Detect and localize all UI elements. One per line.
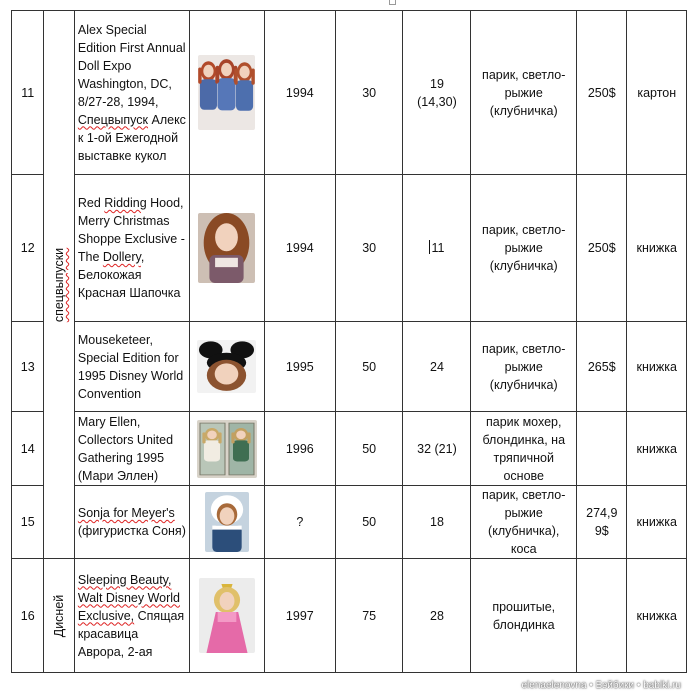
hair-line: парик, светло- (482, 341, 566, 356)
height-cm: 50 (335, 486, 403, 559)
hair-line: (клубничка) (489, 103, 558, 118)
price (577, 322, 627, 412)
doll-name-part: Hood, Merry Christmas Shoppe Exclusive - The (77, 196, 185, 264)
box-type: картон (627, 11, 687, 175)
doll-name (74, 412, 189, 486)
row-number: 16 (12, 559, 44, 673)
doll-name-part: , Белокожая Красная Шапочка (77, 250, 181, 300)
height-cm: 50 (335, 412, 403, 486)
height-cm: 75 (335, 559, 403, 673)
page-corner-marker (389, 0, 396, 5)
hair-line: (клубничка), (488, 524, 560, 538)
hair-line: рыжие (504, 359, 543, 374)
doll-name (74, 486, 189, 559)
price (577, 559, 627, 673)
year: 1995 (264, 322, 335, 412)
hair-line: парик, светло- (482, 223, 566, 237)
price (577, 486, 627, 559)
two-dolls-boxes-photo (197, 420, 257, 478)
year: 1994 (264, 175, 335, 322)
hair-line: блондинка, на (482, 432, 566, 447)
count (403, 486, 471, 559)
hair-line: парик, светло- (482, 67, 566, 82)
count (403, 559, 471, 673)
table-row (12, 322, 687, 412)
doll-name (74, 175, 189, 322)
row-number: 15 (12, 486, 44, 559)
doll-name-part: Sleeping Beauty, Walt Disney World Exclusive, (77, 572, 180, 623)
table-row (12, 11, 687, 175)
hair-description (471, 559, 577, 673)
hair-line: блондинка (492, 617, 555, 632)
row-number: 14 (12, 412, 44, 486)
hair-line: прошитые, (492, 599, 556, 614)
year: ? (264, 486, 335, 559)
doll-name-part: Sonja for Meyer's (77, 506, 175, 520)
table-row (12, 559, 687, 673)
price (577, 412, 627, 486)
height-cm: 30 (335, 11, 403, 175)
price (577, 175, 627, 322)
doll-catalog-table (11, 10, 687, 673)
auburn-doll-photo (198, 213, 255, 283)
watermark: elenaelenovna • Бэйбики • babiki.ru (521, 680, 681, 691)
doll-name-part: Спецвыпуск (77, 112, 149, 127)
count (403, 322, 471, 412)
year: 1994 (264, 11, 335, 175)
height-cm: 50 (335, 322, 403, 412)
doll-name-part: Red (77, 196, 105, 210)
price-line: 9$ (594, 524, 609, 538)
doll-photo-cell (190, 559, 265, 673)
doll-name-part: Mouseketeer, Special Edition for 1995 Disney World Convention (77, 332, 184, 401)
box-type: книжка (627, 322, 687, 412)
price-line: 250$ (587, 85, 616, 100)
doll-name-part: Алекс к 1-ой Ежегодной выставке кукол (77, 112, 186, 163)
three-dolls-blue-dresses-photo (198, 55, 255, 130)
doll-name-part: Alex Special Edition First Annual Doll Expo Washington, DC, 8/27-28, 1994, (77, 22, 186, 109)
table-row (12, 175, 687, 322)
count-value: 19 (430, 76, 444, 91)
count-value: 24 (430, 359, 444, 374)
price-line: 274,9 (586, 506, 618, 520)
hair-description (471, 486, 577, 559)
count-value: 11 (431, 241, 445, 255)
hair-line: тряпичной (493, 450, 554, 465)
box-type: книжка (627, 412, 687, 486)
hair-description (471, 322, 577, 412)
count-value: 32 (21) (417, 441, 457, 456)
year: 1996 (264, 412, 335, 486)
hair-line: рыжие (504, 85, 543, 100)
hair-line: рыжие (504, 506, 543, 520)
doll-photo-cell (190, 486, 265, 559)
hair-line: рыжие (504, 241, 543, 255)
doll-name (74, 11, 189, 175)
count-value: 18 (430, 515, 444, 529)
height-cm: 30 (335, 175, 403, 322)
doll-name-part: Mary Ellen, Collectors United Gathering 1995 (Мари Эллен) (77, 414, 174, 483)
box-type: книжка (627, 486, 687, 559)
doll-photo-cell (190, 11, 265, 175)
box-type: книжка (627, 559, 687, 673)
price-line: 265$ (587, 359, 616, 374)
hair-line: (клубничка) (489, 259, 558, 273)
box-type: книжка (627, 175, 687, 322)
hair-line: (клубничка) (489, 377, 558, 392)
hair-line: основе (503, 468, 544, 483)
hair-line: коса (510, 542, 537, 556)
row-number: 13 (12, 322, 44, 412)
count-note: (14,30) (417, 94, 457, 109)
group-label-cell (44, 559, 74, 673)
doll-name-part: (фигуристка Соня) (77, 524, 186, 538)
count (403, 175, 471, 322)
price (577, 11, 627, 175)
row-number: 12 (12, 175, 44, 322)
count-value: 28 (430, 608, 444, 623)
doll-name-part: Dollery (102, 250, 141, 264)
price-line: 250$ (587, 241, 616, 255)
group-label-cell (44, 11, 74, 559)
pink-gown-doll-photo (199, 578, 255, 653)
doll-name (74, 322, 189, 412)
skater-doll-photo (205, 492, 249, 552)
doll-name (74, 559, 189, 673)
doll-photo-cell (190, 322, 265, 412)
hair-line: парик, светло- (482, 488, 566, 502)
doll-name-part: Спящая красавица Аврора, 2-ая (77, 608, 185, 659)
hair-description (471, 412, 577, 486)
hair-description (471, 11, 577, 175)
year: 1997 (264, 559, 335, 673)
table-row (12, 412, 687, 486)
group-label: Дисней (52, 594, 67, 637)
table-row (12, 486, 687, 559)
group-label: спецвыпуски (52, 247, 67, 322)
mouse-ears-doll-photo (197, 340, 256, 393)
hair-line: парик мохер, (485, 414, 562, 429)
count (403, 412, 471, 486)
hair-description (471, 175, 577, 322)
count (403, 11, 471, 175)
doll-photo-cell (190, 412, 265, 486)
doll-name-part: Ridding (104, 196, 147, 210)
row-number: 11 (12, 11, 44, 175)
doll-photo-cell (190, 175, 265, 322)
